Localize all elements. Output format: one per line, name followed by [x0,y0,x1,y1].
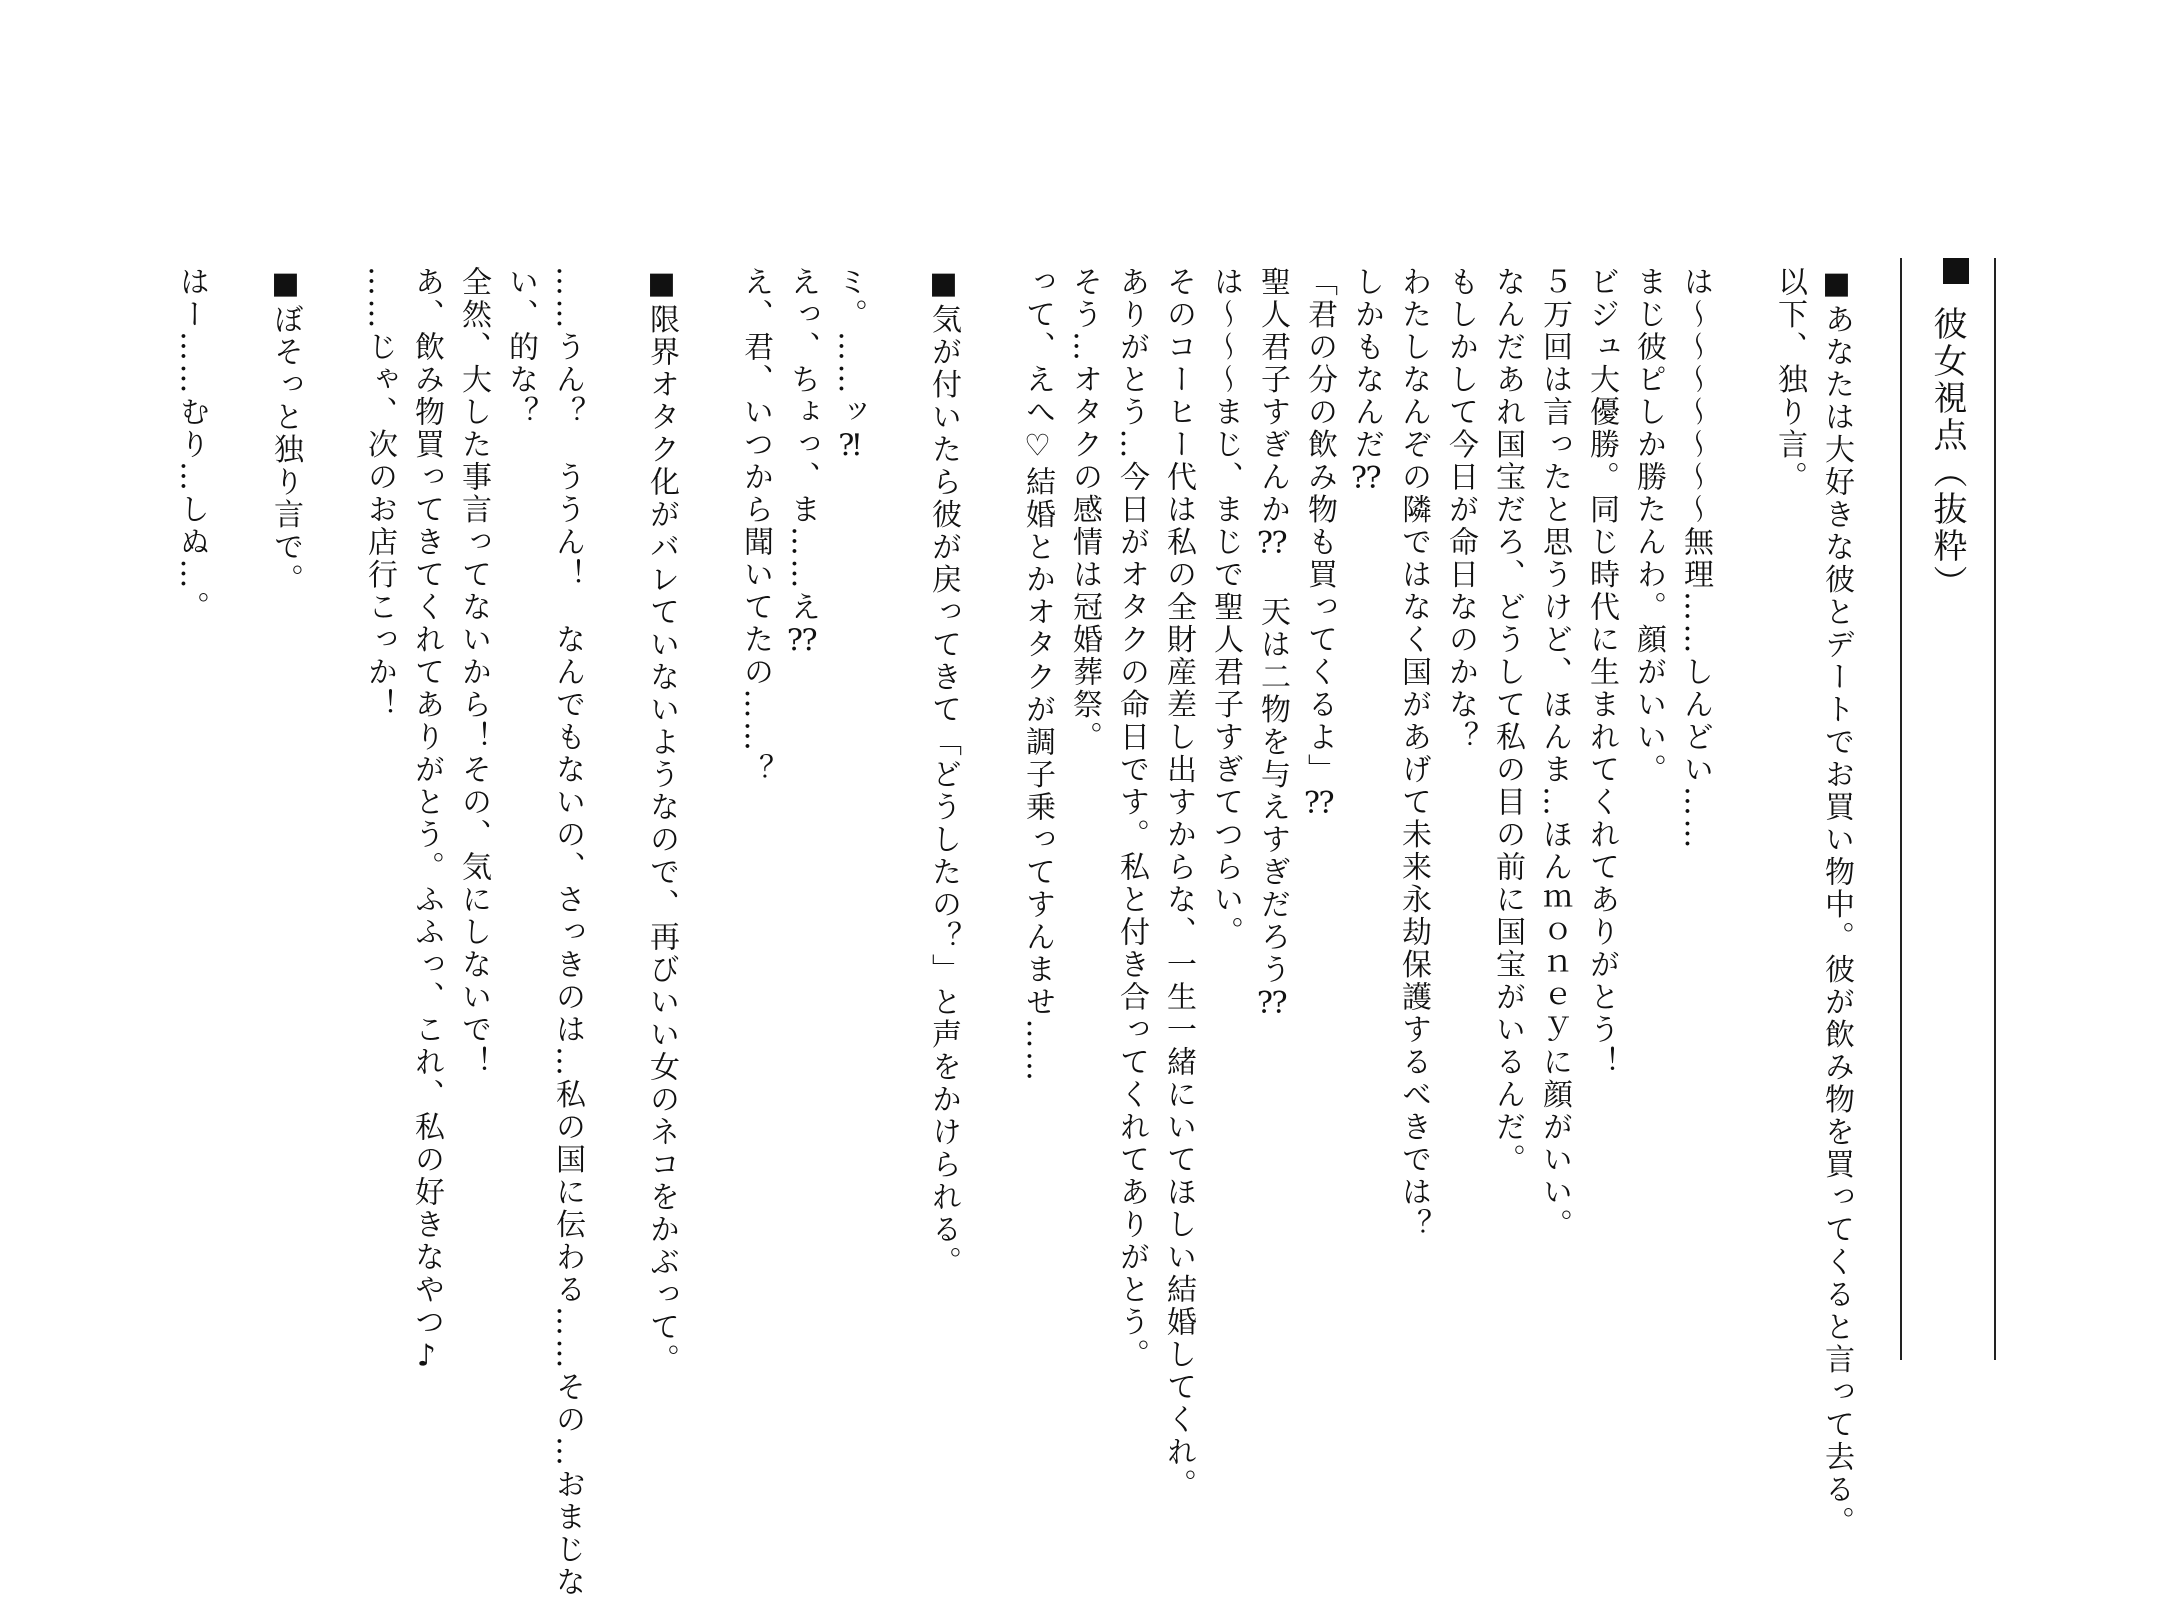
square-bullet-icon [1943,258,1969,284]
text-line: わたしなんぞの隣ではなく国があげて未来永劫保護するべきでは？ [1396,266,1431,1241]
text-line: ■気が付いたら彼が戻ってきて「どうしたの？」と声をかけられる。 [926,266,961,1279]
text-line: は～～～まじ、まじで聖人君子すぎてつらい。 [1208,266,1243,949]
text-line: って、えへ♡結婚とかオタクが調子乗ってすんませ…… [1020,266,1055,1084]
text-line: あ、飲み物買ってきてくれてありがとう。ふふっ、これ、私の好きなやつ♪ [409,266,444,1376]
blank-line [967,266,1014,1466]
text-line: そのコーヒー代は私の全財産差し出すからな、一生一緒にいてほしい結婚してくれ。 [1161,266,1196,1501]
text-line: もしかして今日が命日なのかな？ [1443,266,1478,754]
text-line: ■限界オタク化がバレていないようなので、再びいい女のネコをかぶって。 [644,266,679,1376]
text-line: ありがとう…今日がオタクの命日です。私と付き合ってくれてありがとう。 [1114,266,1149,1371]
text-line: 以下、独り言。 [1772,266,1807,494]
text-line: 全然、大した事言ってないから！その、気にしないで！ [456,266,491,1079]
text-line: ……うん？ ううん！ なんでもないの、さっきのは…私の国に伝わる……その…おまじな [550,266,585,1599]
text-line: い、的な？ [503,266,538,429]
text-line: えっ、ちょっ、ま……え⁇ [785,266,820,661]
text-line: なんだあれ国宝だろ、どうして私の目の前に国宝がいるんだ。 [1490,266,1525,1176]
text-line: ■あなたは大好きな彼とデートでお買い物中。彼が飲み物を買ってくると言って去る。 [1819,266,1854,1539]
monologue-body [174,266,1860,1599]
title-rule-right [1994,258,1996,1360]
blank-line [215,266,262,1466]
text-line: ……じゃ、次のお店行こっか！ [362,266,397,721]
text-line: ビジュ大優勝。同じ時代に生まれてくれてありがとう！ [1584,266,1619,1079]
blank-line [309,266,356,1466]
text-line: 聖人君子すぎんか⁇ 天は二物を与えすぎだろう⁇ [1255,266,1290,1024]
text-line: ミ。……ッ⁈ [832,266,867,466]
title-rule-left [1900,258,1902,1360]
text-line: しかもなんだ⁇ [1349,266,1384,499]
text-line: ■ぼそっと独り言で。 [268,266,303,596]
text-line: はー……むり…しぬ…。 [174,266,209,624]
text-line: そう…オタクの感情は冠婚葬祭。 [1067,266,1102,754]
text-line: は～～～～～～～無理……しんどい…… [1678,266,1713,851]
blank-line [685,266,732,1466]
text-line: え、君、いつから聞いてたの……？ [738,266,773,786]
blank-line [1719,266,1766,1466]
blank-line [873,266,920,1466]
text-line: 「君の分の飲み物も買ってくるよ」⁇ [1302,266,1337,824]
text-line: まじ彼ピしか勝たんわ。顔がいい。 [1631,266,1666,786]
text-line: ５万回は言ったと思うけど、ほんま…ほんｍｏｎｅｙに顔がいい。 [1537,266,1572,1241]
page-title-text: 彼女視点（抜粋） [1927,306,1967,602]
blank-line [591,266,638,1466]
page-title [1922,258,1972,1338]
